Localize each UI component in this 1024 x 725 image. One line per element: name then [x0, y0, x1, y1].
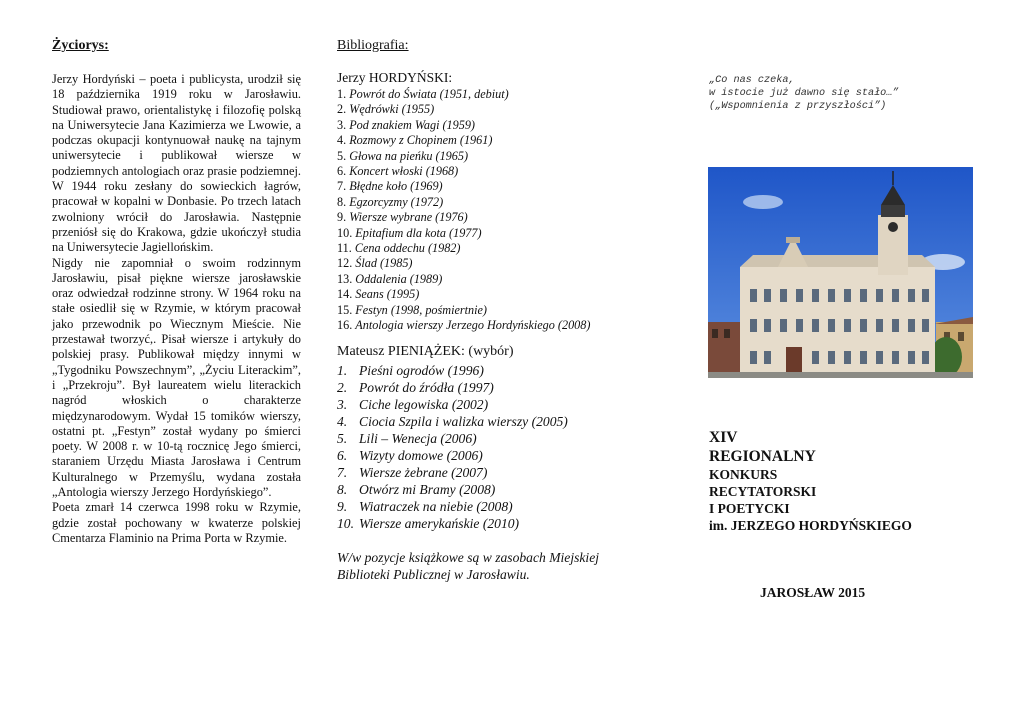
list-item-number: 2.: [337, 102, 347, 117]
list-item-title: Głowa na pieńku (1965): [349, 148, 468, 163]
list-item-number: 14.: [337, 287, 353, 302]
hordynski-works-list: [337, 87, 627, 334]
list-item-title: Ciche legowiska (2002): [359, 396, 489, 412]
biography-column: [52, 38, 301, 546]
list-item-title: Cena oddechu (1982): [354, 241, 461, 256]
list-item-number: 6.: [337, 164, 347, 179]
list-item: [337, 362, 627, 379]
title-line: REGIONALNY: [709, 448, 816, 465]
quote-line: („Wspomnienia z przyszłości”): [709, 101, 887, 112]
list-item-number: 16.: [337, 318, 353, 333]
title-line: XIV: [709, 429, 738, 446]
list-item: [337, 210, 627, 225]
list-item-title: Koncert włoski (1968): [349, 164, 459, 179]
list-item-title: Rozmowy z Chopinem (1961): [349, 133, 493, 148]
list-item: [337, 272, 627, 287]
quote-line: „Co nas czeka,: [709, 75, 795, 86]
list-item: [337, 226, 627, 241]
list-item: [337, 430, 627, 447]
place-year: JAROSŁAW 2015: [760, 585, 866, 600]
bibliography-heading: Bibliografia:: [337, 38, 409, 53]
pieniazek-subheading: Mateusz PIENIĄŻEK: (wybór): [337, 343, 514, 359]
list-item-title: Oddalenia (1989): [355, 271, 443, 286]
list-item: [337, 413, 627, 430]
list-item-title: Powrót do Świata (1951, debiut): [349, 87, 509, 101]
list-item: [337, 164, 627, 179]
list-item: [337, 318, 627, 333]
list-item: [337, 379, 627, 396]
list-item: [337, 447, 627, 464]
list-item: [337, 195, 627, 210]
list-item-number: 4.: [337, 133, 347, 148]
quote-line: w istocie już dawno się stało…”: [709, 88, 899, 99]
list-item-title: Otwórz mi Bramy (2008): [359, 481, 496, 497]
list-item: [337, 149, 627, 164]
list-item-number: 9.: [337, 210, 347, 225]
list-item-title: Wizyty domowe (2006): [359, 447, 483, 463]
biography-paragraph: Nigdy nie zapomniał o swoim rodzinnym Jarosławiu, pisał piękne wiersze jarosławskie oraz odwiedzał rodzinne strony. W 1964 roku na stałe osiedlił się w Rzymie, w którym pracował jako przewodnik po Wiecznym Mieście. Nie przestawał tworzyć,. Pisał wiersze i artykuły do polskiej prasy. Publikował między innymi w „Tygodniku Powszechnym”, „Życiu Literackim”, i „Przekroju”. Był laureatem wielu literackich nagród włoskich o charakterze międzynarodowym. Wydał 15 tomików wierszy, ostatni pt. „Festyn” został wydany po śmierci poety. W 2008 r. w 10-tą rocznicę Jego śmierci, staraniem Urzędu Miasta Jarosława i Centrum Kulturalnego w Przemyślu, wydana została „Antologia wierszy Jerzego Hordyńskiego”.: [52, 255, 301, 500]
list-item: [337, 102, 627, 117]
list-item: [337, 87, 627, 102]
list-item: [337, 241, 627, 256]
biography-paragraph: Poeta zmarł 14 czerwca 1998 roku w Rzymie, gdzie został pochowany w kwaterze polskiej Cmentarza Flaminio na Prima Porta w Rzymie.: [52, 500, 301, 545]
list-item-number: 8.: [337, 481, 348, 497]
list-item-title: Antologia wierszy Jerzego Hordyńskiego (2008): [355, 318, 591, 333]
list-item-number: 4.: [337, 413, 348, 429]
list-item-number: 15.: [337, 302, 353, 317]
list-item: [337, 133, 627, 148]
list-item-number: 10.: [337, 225, 353, 240]
town-hall-photo: [708, 167, 973, 378]
list-item: [337, 118, 627, 133]
list-item-title: Festyn (1998, pośmiertnie): [355, 302, 487, 317]
list-item-number: 3.: [337, 117, 347, 132]
list-item-title: Lili – Wenecja (2006): [359, 430, 477, 446]
list-item-number: 2.: [337, 379, 348, 395]
list-item-number: 12.: [337, 256, 353, 271]
list-item-title: Seans (1995): [355, 287, 420, 302]
title-line: KONKURS: [709, 467, 778, 482]
list-item-number: 10.: [337, 515, 354, 531]
title-line: RECYTATORSKI: [709, 484, 817, 499]
list-item: [337, 256, 627, 271]
list-item-number: 1.: [337, 362, 348, 378]
list-item: [337, 179, 627, 194]
title-line: im. JERZEGO HORDYŃSKIEGO: [709, 518, 912, 533]
list-item-title: Pod znakiem Wagi (1959): [349, 117, 475, 132]
list-item-number: 7.: [337, 179, 347, 194]
contest-title: [709, 428, 1009, 534]
list-item-title: Błędne koło (1969): [349, 179, 443, 194]
list-item: [337, 287, 627, 302]
list-item-number: 11.: [337, 241, 352, 256]
library-note: W/w pozycje książkowe są w zasobach Miejskiej Biblioteki Publicznej w Jarosławiu.: [337, 549, 600, 582]
list-item-title: Wiersze amerykańskie (2010): [359, 515, 520, 531]
list-item-title: Egzorcyzmy (1972): [349, 194, 444, 209]
hordynski-subheading: Jerzy HORDYŃSKI:: [337, 70, 453, 85]
list-item-number: 13.: [337, 271, 353, 286]
list-item-title: Wiersze żebrane (2007): [359, 464, 488, 480]
biography-heading: Życiorys:: [52, 38, 109, 53]
list-item: [337, 396, 627, 413]
list-item-number: 8.: [337, 194, 347, 209]
list-item-title: Powrót do źródła (1997): [359, 379, 494, 395]
list-item-number: 3.: [337, 396, 348, 412]
title-line: I POETYCKI: [709, 501, 790, 516]
list-item-title: Epitafium dla kota (1977): [355, 225, 482, 240]
list-item-title: Wiatraczek na niebie (2008): [359, 498, 513, 514]
list-item-title: Pieśni ogrodów (1996): [359, 362, 484, 378]
list-item: [337, 515, 627, 532]
list-item: [337, 303, 627, 318]
list-item-title: Ciocia Szpila i walizka wierszy (2005): [359, 413, 568, 429]
list-item-title: Wiersze wybrane (1976): [349, 210, 468, 225]
list-item-number: 5.: [337, 430, 348, 446]
bibliography-column: [337, 38, 627, 583]
list-item-number: 5.: [337, 148, 347, 163]
list-item-number: 6.: [337, 447, 348, 463]
list-item-number: 1.: [337, 87, 347, 101]
biography-paragraph: Jerzy Hordyński – poeta i publicysta, urodził się 18 października 1919 roku w Jarosławiu. Studiował prawo, orientalistykę i filozofię polską na Uniwersytecie Jana Kazimierza we Lwowie, a podczas okupacji kontynuował naukę na tajnym uniwersytecie i publikował wiersze w podziemnych antologiach oraz prasie podziemnej. W 1944 roku zesłany do sowieckich łagrów, pracował w kopalni w Donbasie. Po trzech latach zwolniony wrócił do Jarosławia. Następnie przeniósł się do Krakowa, gdzie ukończył studia na Uniwersytecie Jagiellońskim.: [52, 72, 301, 255]
list-item-number: 9.: [337, 498, 348, 514]
biography-text: [52, 72, 301, 546]
pieniazek-works-list: [337, 362, 627, 532]
epigraph-quote: [709, 74, 989, 113]
list-item-number: 7.: [337, 464, 348, 480]
list-item-title: Wędrówki (1955): [349, 102, 435, 117]
list-item-title: Ślad (1985): [355, 256, 413, 271]
list-item: [337, 481, 627, 498]
list-item: [337, 498, 627, 515]
list-item: [337, 464, 627, 481]
